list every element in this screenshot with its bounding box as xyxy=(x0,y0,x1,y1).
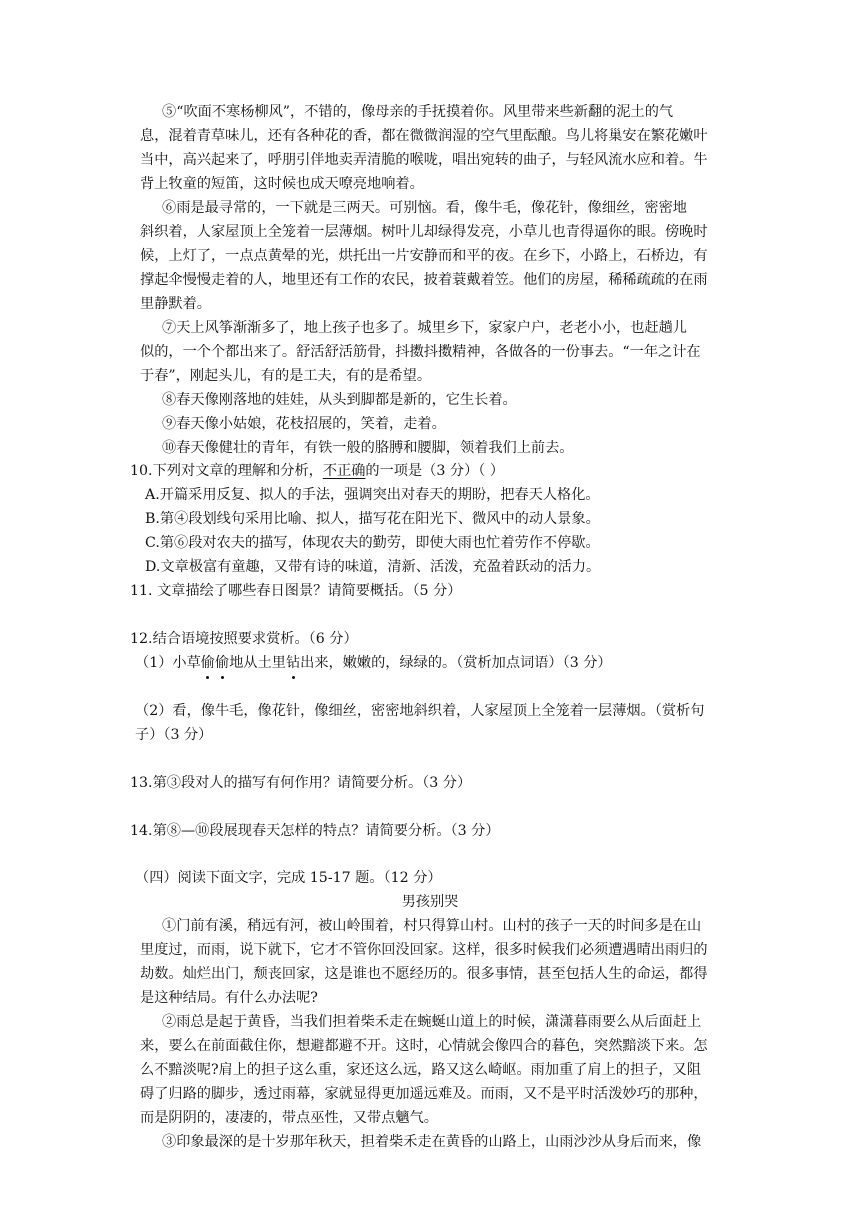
story-para3-line1: ③印象最深的是十岁那年秋天，担着柴禾走在黄昏的山路上，山雨沙沙从身后而来，像 xyxy=(162,1134,702,1150)
dotted-word-2: 偷 xyxy=(215,651,229,675)
question-11: 11. 文章描绘了哪些春日图景？请简要概括。（5 分） xyxy=(130,583,462,599)
para6-line5: 里静默着。 xyxy=(140,296,211,312)
para5-line2: 息，混着青草味儿，还有各种花的香，都在微微润湿的空气里酝酿。鸟儿将巢安在繁花嫩叶 xyxy=(140,128,708,144)
para6-line2: 斜织着，人家屋顶上全笼着一层薄烟。树叶儿却绿得发亮，小草儿也青得逼你的眼。傍晚时 xyxy=(140,224,708,240)
story-para1-line1: ①门前有溪，稍远有河，被山岭围着，村只得算山村。山村的孩子一天的时间多是在山 xyxy=(162,918,702,934)
section-4-heading: （四）阅读下面文字，完成 15-17 题。（12 分） xyxy=(135,870,442,886)
para5-line4: 背上牧童的短笛，这时候也成天嘹亮地响着。 xyxy=(140,176,424,192)
dotted-word-1: 偷 xyxy=(201,651,215,675)
para7-line2: 似的，一个个都出来了。舒活舒活筋骨，抖擞抖擞精神，各做各的一份事去。“一年之计在 xyxy=(140,344,701,360)
para10: ⑩春天像健壮的青年，有铁一般的胳膊和腰脚，领着我们上前去。 xyxy=(162,440,574,456)
story-para1-line3: 劫数。灿烂出门，颓丧回家，这是谁也不愿经历的。很多事情，甚至包括人生的命运，都得 xyxy=(140,966,708,982)
para6-line4: 撑起伞慢慢走着的人，地里还有工作的农民，披着蓑戴着笠。他们的房屋，稀稀疏疏的在雨 xyxy=(140,272,708,288)
question-12-sub1 xyxy=(135,651,612,675)
dotted-word-3: 钻 xyxy=(286,651,300,675)
story-para2-line5: 而是阴阴的，凄凄的，带点巫性，又带点魑气。 xyxy=(140,1110,438,1126)
para7-line3: 于春”，刚起头儿，有的是工夫，有的是希望。 xyxy=(140,368,432,384)
question-10-option-b: B.第④段划线句采用比喻、拟人，描写花在阳光下、微风中的动人景象。 xyxy=(145,511,600,527)
question-12-sub2-line1: （2）看，像牛毛，像花针，像细丝，密密地斜织着，人家屋顶上全笼着一层薄烟。（赏析句 xyxy=(135,703,705,719)
question-10-option-c: C.第⑥段对农夫的描写，体现农夫的勤劳，即使大雨也忙着劳作不停歇。 xyxy=(145,535,600,551)
q12-sub1-mid: 地从土里 xyxy=(229,655,286,671)
question-10 xyxy=(130,459,504,483)
para6-line3: 候，上灯了，一点点黄晕的光，烘托出一片安静而和平的夜。在乡下，小路上，石桥边，有 xyxy=(140,248,708,264)
story-para2-line1: ②雨总是起于黄昏，当我们担着柴禾走在蜿蜒山道上的时候，潇潇暮雨要么从后面赶上 xyxy=(162,1014,702,1030)
story-para2-line3: 么不黯淡呢?肩上的担子这么重，家还这么远，路又这么崎岖。雨加重了肩上的担子，又阻 xyxy=(140,1062,701,1078)
q12-sub1-prefix: （1）小草 xyxy=(135,655,201,671)
para5-line1: ⑤“吹面不寒杨柳风”，不错的，像母亲的手抚摸着你。风里带来些新翻的泥土的气 xyxy=(162,104,674,120)
question-10-suffix: 的一项是（3 分）（ ） xyxy=(365,463,505,479)
story-para1-line4: 是这种结局。有什么办法呢? xyxy=(140,990,318,1006)
question-12-title: 12.结合语境按照要求赏析。（6 分） xyxy=(130,631,358,647)
question-10-option-a: A.开篇采用反复、拟人的手法，强调突出对春天的期盼，把春天人格化。 xyxy=(145,487,600,503)
question-12-sub2-line2: 子）（3 分） xyxy=(135,727,213,743)
para5-line3: 当中，高兴起来了，呼朋引伴地卖弄清脆的喉咙，唱出宛转的曲子，与轻风流水应和着。牛 xyxy=(140,152,708,168)
story-para1-line2: 里度过，而雨，说下就下，它才不管你回没回家。这样，很多时候我们必须遭遇晴出雨归的 xyxy=(140,942,708,958)
para7-line1: ⑦天上风筝渐渐多了，地上孩子也多了。城里乡下，家家户户，老老小小，也赶趟儿 xyxy=(162,320,687,336)
para6-line1: ⑥雨是最寻常的，一下就是三两天。可别恼。看，像牛毛，像花针，像细丝，密密地 xyxy=(162,200,687,216)
para9: ⑨春天像小姑娘，花枝招展的，笑着，走着。 xyxy=(162,416,446,432)
story-title: 男孩别哭 xyxy=(401,894,459,910)
story-para2-line4: 碍了归路的脚步，透过雨幕，家就显得更加遥远难及。而雨，又不是平时活泼妙巧的那种， xyxy=(140,1086,708,1102)
question-10-emphasis: 不正确 xyxy=(322,463,366,479)
question-10-option-d: D.文章极富有童趣，又带有诗的味道，清新、活泼，充盈着跃动的活力。 xyxy=(145,559,601,575)
question-14: 14.第⑧—⑩段展现春天怎样的特点？请简要分析。（3 分） xyxy=(130,823,500,839)
story-para2-line2: 来，要么在前面截住你，想避都避不开。这时，心情就会像四合的暮色，突然黯淡下来。怎 xyxy=(140,1038,708,1054)
q12-sub1-suffix: 出来，嫩嫩的，绿绿的。（赏析加点词语）（3 分） xyxy=(300,655,612,671)
question-13: 13.第③段对人的描写有何作用？请简要分析。（3 分） xyxy=(130,775,472,791)
question-10-prefix: 10.下列对文章的理解和分析， xyxy=(130,463,323,479)
para8: ⑧春天像刚落地的娃娃，从头到脚都是新的，它生长着。 xyxy=(162,392,517,408)
